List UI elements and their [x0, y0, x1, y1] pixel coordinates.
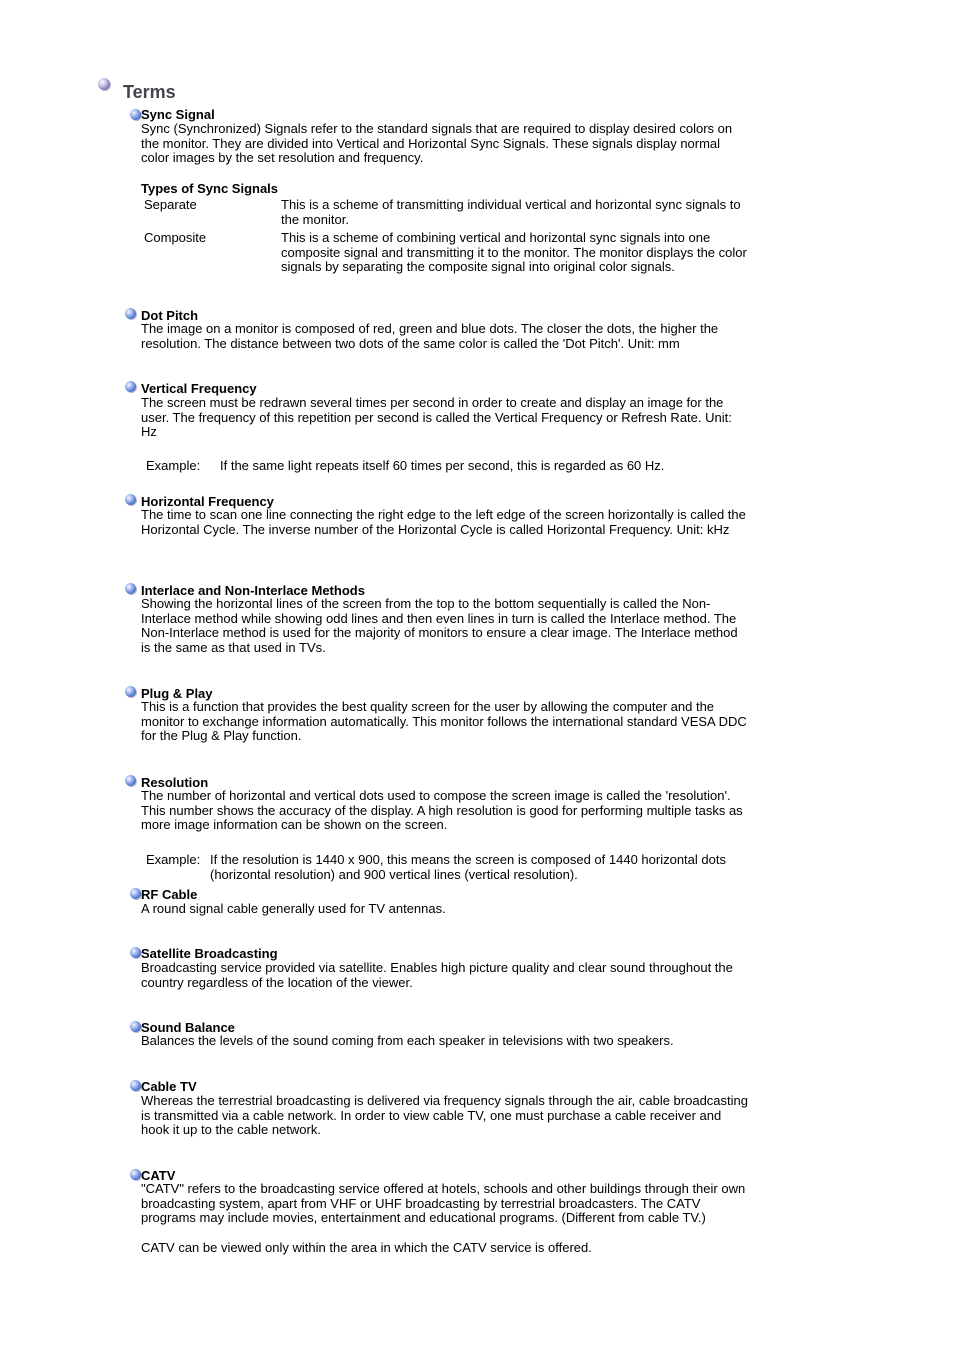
term-title-sync-signal: Sync Signal: [141, 107, 215, 122]
term-title-plug-play: Plug & Play: [141, 686, 213, 701]
term-desc-sync-signal: Sync (Synchronized) Signals refer to the standard signals that are required to display desired colors on the monitor. They are divided into Vertical and Horizontal Sync Signals. These signals display normal color images by the set resolution and frequency.: [141, 121, 733, 166]
example-text: If the resolution is 1440 x 900, this means the screen is composed of 1440 horizontal dots (horizontal resolution) and 900 vertical lines (vertical resolution).: [210, 852, 726, 882]
term-title-cable-tv: Cable TV: [141, 1079, 197, 1094]
bullet-icon: [130, 1021, 141, 1032]
term-title-vertical-frequency: Vertical Frequency: [141, 381, 257, 396]
term-title-catv: CATV: [141, 1168, 176, 1183]
example-label: Example:: [146, 458, 201, 473]
term-desc-catv-note: CATV can be viewed only within the area in which the CATV service is offered.: [141, 1240, 592, 1255]
bullet-icon: [125, 494, 136, 505]
term-title-interlace: Interlace and Non-Interlace Methods: [141, 583, 365, 598]
bullet-icon: [130, 888, 141, 899]
term-desc-sound-balance: Balances the levels of the sound coming from each speaker in televisions with two speakers.: [141, 1033, 674, 1048]
bullet-icon: [125, 775, 136, 786]
term-desc-catv: "CATV" refers to the broadcasting service offered at hotels, schools and other buildings through their own broadcasting system, apart from VHF or UHF broadcasting by terrestrial broadcasters. The CATV programs may include movies, entertainment and educational programs. (Different from cable TV.): [141, 1181, 746, 1226]
sync-type-label: Separate: [144, 197, 197, 212]
term-desc-dot-pitch: The image on a monitor is composed of red, green and blue dots. The closer the dots, the higher the resolution. The distance between two dots of the same color is called the 'Dot Pitch'. Unit: mm: [141, 321, 719, 351]
term-desc-interlace: Showing the horizontal lines of the screen from the top to the bottom sequentially is called the Non-Interlace method while showing odd lines and then even lines in turn is called the Interlace method. The Non-Interlace method is used for the majority of monitors to ensure a clear image. The Interlace method is the same as that used in TVs.: [141, 596, 738, 656]
term-title-horizontal-frequency: Horizontal Frequency: [141, 494, 274, 509]
page-title: Terms: [123, 82, 176, 102]
term-desc-vertical-frequency: The screen must be redrawn several times per second in order to create and display an image for the user. The frequency of this repetition per second is called the Vertical Frequency or Refresh Rate. Unit: Hz: [141, 395, 732, 440]
term-desc-horizontal-frequency: The time to scan one line connecting the right edge to the left edge of the screen horizontally is called the Horizontal Cycle. The inverse number of the Horizontal Cycle is called Horizontal Frequency. Unit: kHz: [141, 507, 746, 537]
term-desc-rf-cable: A round signal cable generally used for TV antennas.: [141, 901, 446, 916]
bullet-icon: [125, 686, 136, 697]
bullet-icon: [130, 947, 141, 958]
term-desc-satellite: Broadcasting service provided via satellite. Enables high picture quality and clear sound throughout the country regardless of the location of the viewer.: [141, 960, 733, 990]
bullet-icon: [130, 1169, 141, 1180]
term-title-satellite: Satellite Broadcasting: [141, 946, 278, 961]
bullet-icon: [125, 308, 136, 319]
example-label: Example:: [146, 852, 201, 867]
sync-type-label: Composite: [144, 230, 207, 245]
sync-type-text: This is a scheme of combining vertical and horizontal sync signals into one composite signal and transmitting it to the monitor. The monitor displays the color signals by separating the composite signal into original color signals.: [281, 230, 747, 275]
term-desc-cable-tv: Whereas the terrestrial broadcasting is delivered via frequency signals through the air, cable broadcasting is transmitted via a cable network. In order to view cable TV, one must purchase a cable receiver and hook it up to the cable network.: [141, 1093, 749, 1138]
term-title-dot-pitch: Dot Pitch: [141, 308, 199, 323]
example-text: If the same light repeats itself 60 times per second, this is regarded as 60 Hz.: [220, 458, 665, 473]
title-bullet-icon: [98, 78, 110, 90]
sync-type-text: This is a scheme of transmitting individual vertical and horizontal sync signals to the monitor.: [281, 197, 741, 227]
term-desc-plug-play: This is a function that provides the best quality screen for the user by allowing the computer and the monitor to exchange information automatically. This monitor follows the international standard VESA DDC for the Plug & Play function.: [141, 699, 747, 744]
bullet-icon: [125, 583, 136, 594]
sync-types-heading: Types of Sync Signals: [141, 181, 279, 196]
term-title-sound-balance: Sound Balance: [141, 1020, 235, 1035]
bullet-icon: [125, 381, 136, 392]
term-title-rf-cable: RF Cable: [141, 887, 198, 902]
term-title-resolution: Resolution: [141, 775, 209, 790]
bullet-icon: [130, 1080, 141, 1091]
bullet-icon: [130, 109, 141, 120]
term-desc-resolution: The number of horizontal and vertical dots used to compose the screen image is called the 'resolution'. This number shows the accuracy of the display. A high resolution is good for performing multiple tasks as more image information can be shown on the screen.: [141, 788, 743, 833]
